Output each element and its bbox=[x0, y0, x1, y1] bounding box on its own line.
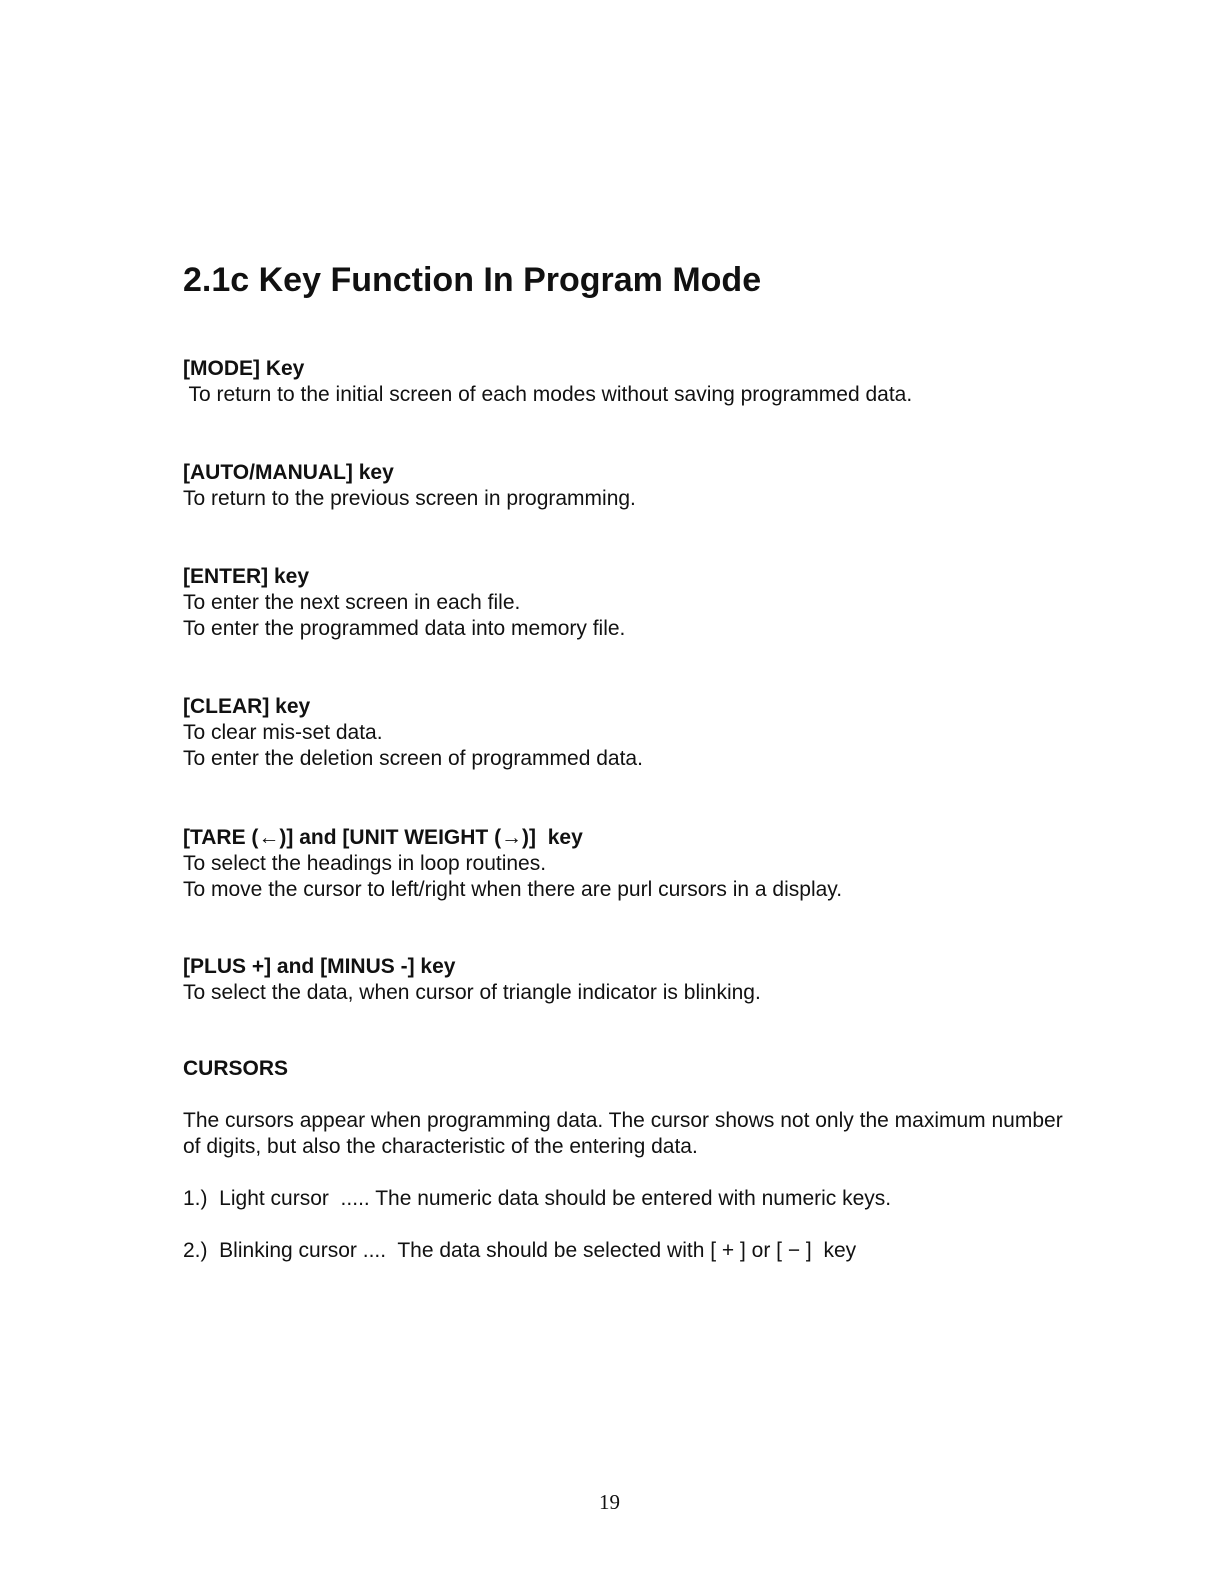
section-mode-key bbox=[183, 356, 1083, 408]
page-title: 2.1c Key Function In Program Mode bbox=[183, 261, 762, 299]
section-text: To enter the deletion screen of programmed data. bbox=[183, 747, 643, 770]
section-text: To enter the programmed data into memory file. bbox=[183, 617, 626, 640]
cursor-item-light: 1.) Light cursor ..... The numeric data should be entered with numeric keys. bbox=[183, 1187, 892, 1210]
page-number: 19 bbox=[599, 1490, 620, 1514]
cursors-heading: CURSORS bbox=[183, 1057, 289, 1080]
section-plus-minus-key bbox=[183, 954, 1083, 1006]
section-heading: [PLUS +] and [MINUS -] key bbox=[183, 955, 456, 978]
section-heading: [ENTER] key bbox=[183, 565, 310, 588]
section-heading: [TARE (←)] and [UNIT WEIGHT (→)] key bbox=[183, 826, 583, 849]
section-text: To return to the previous screen in programming. bbox=[183, 487, 636, 510]
section-text: To clear mis-set data. bbox=[183, 721, 383, 744]
section-text: To select the headings in loop routines. bbox=[183, 852, 547, 875]
section-text: To move the cursor to left/right when there are purl cursors in a display. bbox=[183, 878, 843, 901]
cursor-item-blinking: 2.) Blinking cursor .... The data should be selected with [ + ] or [ − ] key bbox=[183, 1239, 857, 1262]
section-text: To select the data, when cursor of triangle indicator is blinking. bbox=[183, 981, 761, 1004]
section-clear-key bbox=[183, 694, 1083, 772]
section-heading: [MODE] Key bbox=[183, 357, 305, 380]
section-enter-key bbox=[183, 564, 1083, 642]
cursors-intro: The cursors appear when programming data. The cursor shows not only the maximum number of digits, but also the characteristic of the entering data. bbox=[183, 1109, 1063, 1158]
section-text: To enter the next screen in each file. bbox=[183, 591, 521, 614]
section-tare-unit-weight-key bbox=[183, 825, 1083, 903]
section-auto-manual-key bbox=[183, 460, 1083, 512]
section-heading: [AUTO/MANUAL] key bbox=[183, 461, 394, 484]
section-text: To return to the initial screen of each modes without saving programmed data. bbox=[183, 383, 913, 406]
section-heading: [CLEAR] key bbox=[183, 695, 311, 718]
